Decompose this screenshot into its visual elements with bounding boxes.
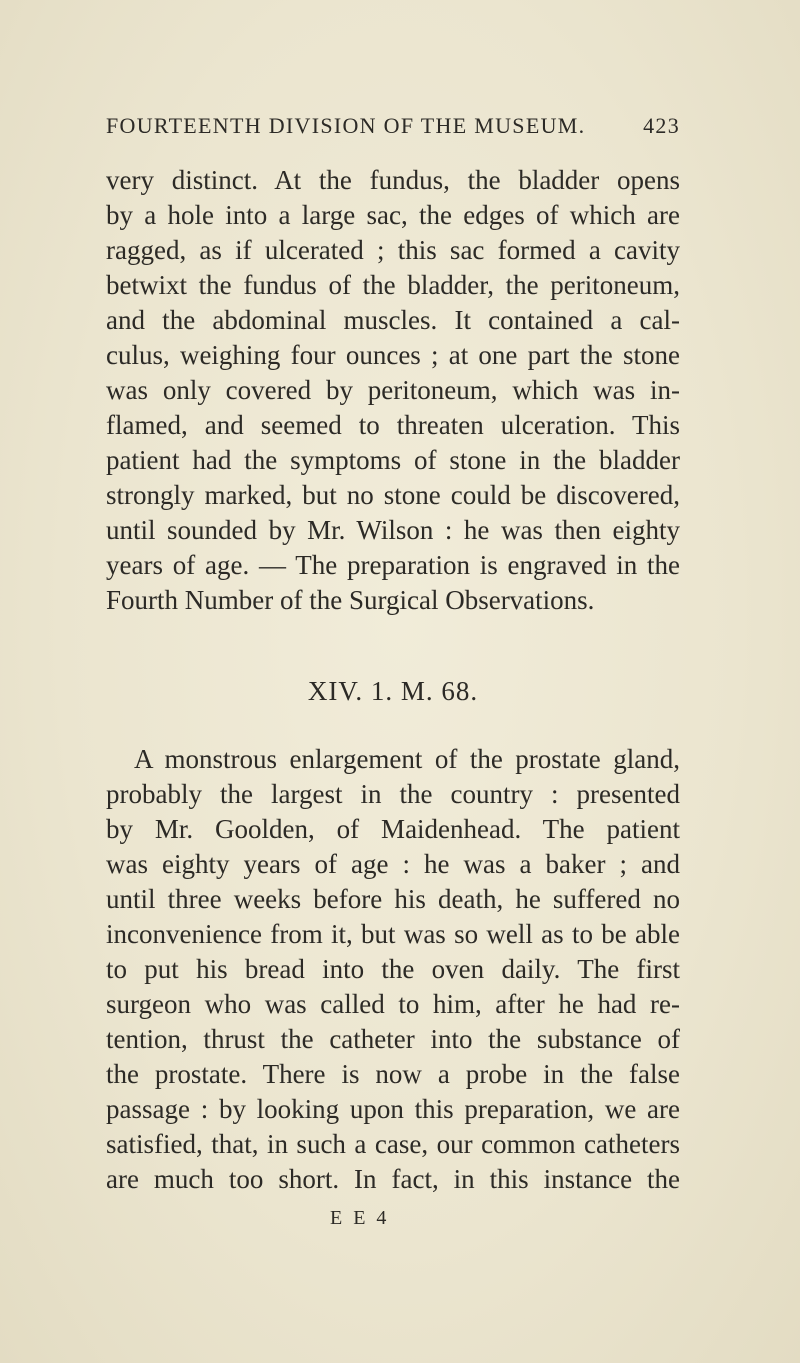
specimen-heading: XIV. 1. M. 68. xyxy=(307,676,479,706)
text-line: Fourth Number of the Surgical Observations. xyxy=(106,585,595,615)
text-line: to put his bread into the oven daily. The first xyxy=(106,954,680,984)
page-number: 423 xyxy=(643,113,680,138)
text-line: until three weeks before his death, he suffered no xyxy=(106,884,680,914)
text-line: years of age. — The preparation is engraved in the xyxy=(106,550,680,580)
text-line: by a hole into a large sac, the edges of which are xyxy=(106,200,680,230)
text-line: A monstrous enlargement of the prostate gland, xyxy=(134,744,680,774)
text-line: strongly marked, but no stone could be discovered, xyxy=(106,480,680,510)
text-line: was eighty years of age : he was a baker ; and xyxy=(106,849,680,879)
text-line: satisfied, that, in such a case, our common catheters xyxy=(106,1129,680,1159)
text-line: betwixt the fundus of the bladder, the peritoneum, xyxy=(106,270,680,300)
text-line: flamed, and seemed to threaten ulceration. This xyxy=(106,410,680,440)
text-line: was only covered by peritoneum, which was in- xyxy=(106,375,680,405)
text-line: ragged, as if ulcerated ; this sac formed a cavity xyxy=(106,235,680,265)
text-line: patient had the symptoms of stone in the bladder xyxy=(106,445,680,475)
text-line: probably the largest in the country : presented xyxy=(106,779,680,809)
text-line: are much too short. In fact, in this instance the xyxy=(106,1164,680,1194)
text-line: tention, thrust the catheter into the substance of xyxy=(106,1024,680,1054)
running-head xyxy=(106,113,680,139)
text-line: surgeon who was called to him, after he had re- xyxy=(106,989,680,1019)
text-line: the prostate. There is now a probe in the false xyxy=(106,1059,680,1089)
signature-mark: E E 4 xyxy=(330,1207,390,1229)
text-line: passage : by looking upon this preparation, we are xyxy=(106,1094,680,1124)
text-line: and the abdominal muscles. It contained a cal- xyxy=(106,305,680,335)
text-line: by Mr. Goolden, of Maidenhead. The patient xyxy=(106,814,680,844)
text-line: inconvenience from it, but was so well as to be able xyxy=(106,919,680,949)
text-line: culus, weighing four ounces ; at one part the stone xyxy=(106,340,680,370)
running-title: FOURTEENTH DIVISION OF THE MUSEUM. xyxy=(106,113,586,138)
text-line: until sounded by Mr. Wilson : he was then eighty xyxy=(106,515,680,545)
text-line: very distinct. At the fundus, the bladder opens xyxy=(106,165,680,195)
